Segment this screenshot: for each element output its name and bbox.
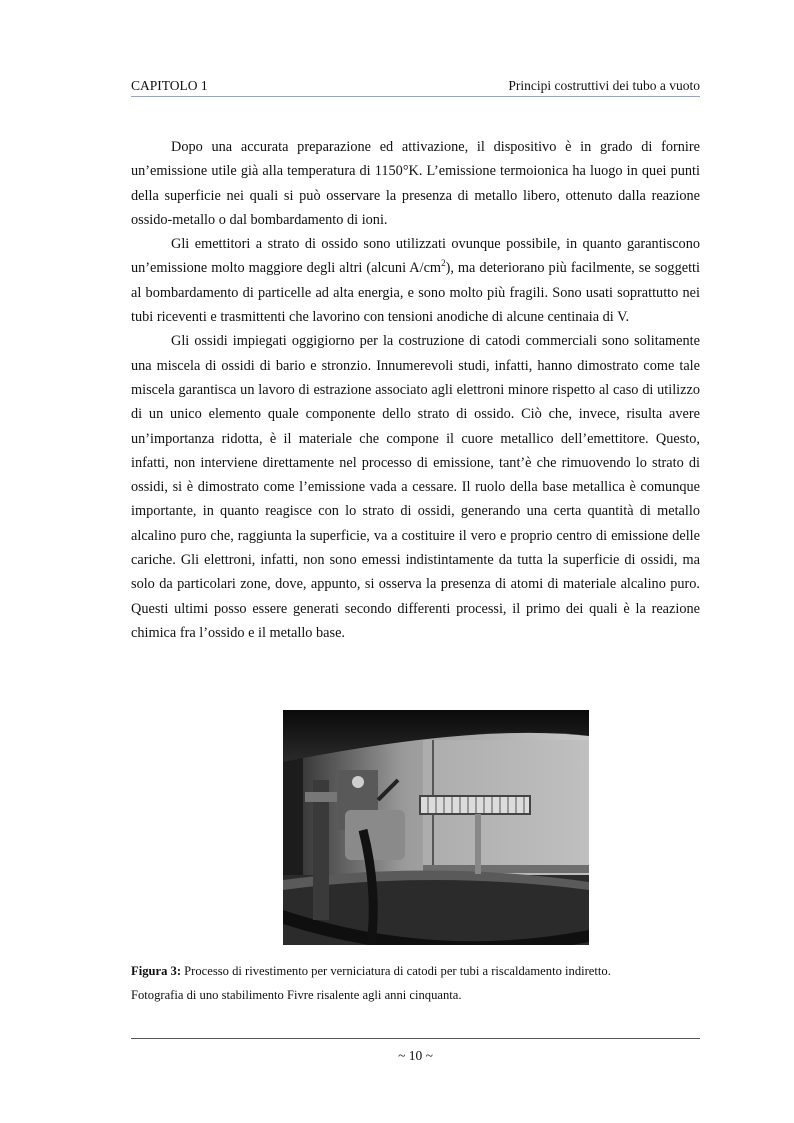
paragraph-2-end: ), ma deteriorano più facilmente, se soggetti al bombardamento di particelle ad alta energia, e sono molto più fragili. Sono usati soprattutto nei tubi riceventi e trasmittenti che lavorino con tensioni anodiche di alcune centinaia di V. xyxy=(131,260,700,326)
caption-line-2: Fotografia di uno stabilimento Fivre risalente agli anni cinquanta. xyxy=(131,988,462,1002)
figure-label: Figura 3: xyxy=(131,964,182,978)
paragraph-3: Gli ossidi impiegati oggigiorno per la costruzione di catodi commerciali sono solitamente una miscela di ossidi di bario e stronzio. Innumerevoli studi, infatti, hanno dimostrato come tale miscela garantisca un lavoro di estrazione associato agli elettroni minore rispetto al caso di utilizzo di un unico elemento quale componente dello strato di ossido. Ciò che, invece, risulta avere un’importanza ridotta, è il materiale che compone il cuore metallico dell’emettitore. Questo, infatti, non interviene direttamente nel processo di emissione, tant’è che rimuovendo lo strato di ossidi, si è dimostrato come l’emissione vada a cessare. Il ruolo della base metallica è comunque importante, in quanto reagisce con lo strato di ossidi, generando una certa quantità di metallo alcalino puro che, raggiunta la superficie, va a costituire il vero e proprio centro di emissione delle cariche. Gli elettroni, infatti, non sono emessi indistintamente da tutta la superficie di ossidi, ma solo da particolari zone, dove, appunto, si osserva la presenza di atomi di materiale alcalino puro. Questi ultimi posso essere generati secondo differenti processi, il primo dei quali è la reazione chimica fra l’ossido e il metallo base. xyxy=(131,333,700,641)
footer-divider xyxy=(131,1038,700,1039)
paragraph-1: Dopo una accurata preparazione ed attivazione, il dispositivo è in grado di fornire un’emissione utile già alla temperatura di 1150°K. L’emissione termoionica ha luogo in quei punti della superficie nei quali si può osservare la presenza di metallo libero, ottenuto dalla reazione ossido-metallo o dal bombardamento di ioni. xyxy=(131,139,700,228)
chapter-label: CAPITOLO 1 xyxy=(131,78,208,93)
chapter-title: Principi costruttivi dei tubo a vuoto xyxy=(508,78,700,93)
caption-text-1: Processo di rivestimento per verniciatura di catodi per tubi a riscaldamento indiretto. xyxy=(181,964,611,978)
page-header xyxy=(131,78,700,94)
figure-caption xyxy=(131,959,700,1007)
caption-line-1 xyxy=(131,959,700,983)
page-number: ~ 10 ~ xyxy=(398,1048,433,1063)
superscript-2: 2 xyxy=(441,258,446,269)
factory-photo-illustration xyxy=(283,710,589,945)
figure-photo xyxy=(283,710,589,945)
header-divider xyxy=(131,96,700,97)
body-text xyxy=(131,135,700,645)
paragraph-2 xyxy=(131,232,700,329)
paragraph-2-start: Gli emettitori a strato di ossido sono utilizzati ovunque possibile, in quanto garantiscono un’emissione molto maggiore degli altri (alcuni A/cm xyxy=(131,236,700,277)
